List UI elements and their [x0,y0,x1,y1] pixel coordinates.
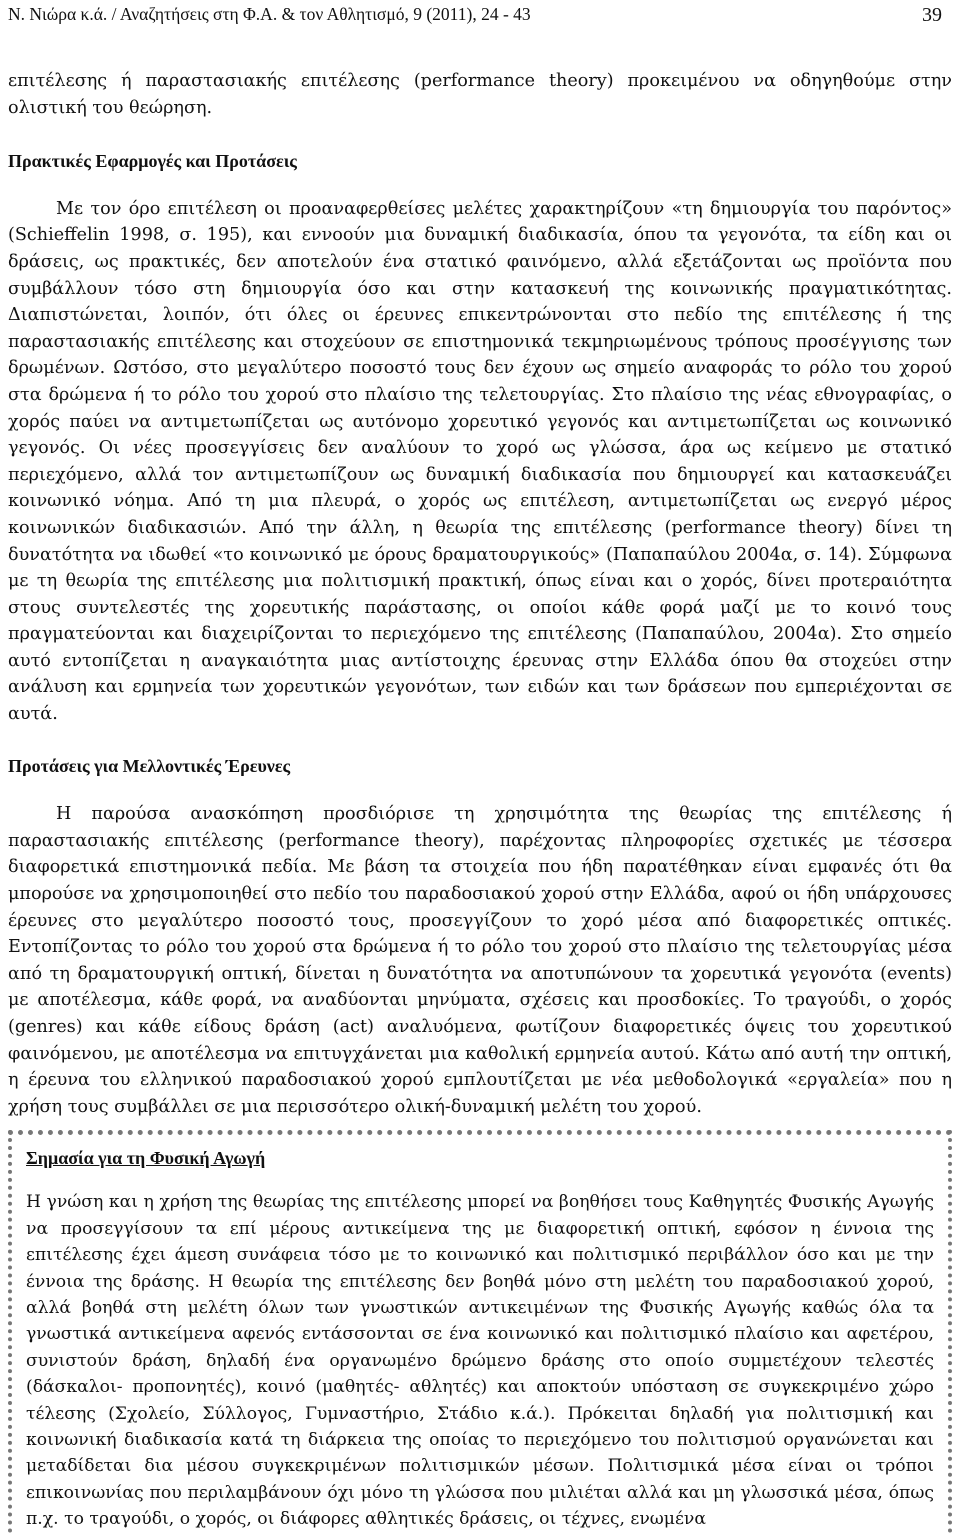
future-research-paragraph: Η παρούσα ανασκόπηση προσδιόρισε τη χρησιμότητα της θεωρίας της επιτέλεσης ή παραστασιακής επιτέλεσης (performance theory), παρέχοντας πληροφορίες σχετικές με τέσσερα διαφορετικά επιστημονικά πεδία. Με βάση τα στοιχεία που ήδη παρατέθηκαν είναι εμφανές ότι θα μπορούσε να χρησιμοποιηθεί στο πεδίο του παραδοσιακού χορού στην Ελλάδα, αφού οι ήδη υπάρχουσες έρευνες στο μεγαλύτερο ποσοστό τους, προσεγγίζουν το χορό μέσα από διαφορετικές οπτικές. Εντοπίζοντας το ρόλο του χορού στα δρώμενα ή το ρόλο του χορού στο πλαίσιο της τελετουργίας μέσα από τη δραματουργική οπτική, δίνεται η δυνατότητα να αποτυπώνουν τα χορευτικά γεγονότα (events) με αποτέλεσμα, κάθε φορά, να αναδύονται μηνύματα, σχέσεις και προσδοκίες. Το τραγούδι, ο χορός (genres) και κάθε είδους δράση (act) αναλυόμενα, φωτίζουν διαφορετικές όψεις του χορευτικού φαινόμενου, με αποτέλεσμα να επιτυγχάνεται μια καθολική ερμηνεία αυτού. Κάτω από αυτή την οπτική, η έρευνα του ελληνικού παραδοσιακού χορού εμπλουτίζεται με νέα μεθοδολογικά «εργαλεία» που η χρήση τους συμβάλλει σε μια περισσότερο ολική-δυναμική μελέτη του χορού. [8,804,952,1117]
physical-education-paragraph: Η γνώση και η χρήση της θεωρίας της επιτέλεσης μπορεί να βοηθήσει τους Καθηγητές Φυσικής Αγωγής να προσεγγίσουν τα επί μέρους αντικείμενα της με διαφορετική οπτική, εφόσον η έννοια της επιτέλεσης έχει άμεση συνάφεια τόσο με το κοινωνικό και πολιτισμικό περιβάλλον όσο και με την έννοια της δράσης. Η θεωρία της επιτέλεσης δεν βοηθά μόνο στη μελέτη του παραδοσιακού χορού, αλλά βοηθά στη μελέτη όλων των γνωστικών αντικειμένων της Φυσικής Αγωγής καθώς όλα τα γνωστικά αντικείμενα αφενός εντάσσονται σε ένα κοινωνικό και πολιτισμικό πλαίσιο και αφετέρου, συνιστούν δράση, δηλαδή ένα οργανωμένο δρώμενο δράσης στο οποίο συμμετέχουν τελεστές (δάσκαλοι- προπονητές), κοινό (μαθητές- αθλητές) και αποκτούν υπόσταση σε συγκεκριμένο χώρο τέλεσης (Σχολείο, Σύλλογος, Γυμναστήριο, Στάδιο κ.ά.). Πρόκειται δηλαδή για πολιτισμική και κοινωνική διαδικασία κατά τη διάρκεια της οποίας το περιεχόμενο του πολιτισμού οργανώνεται και μεταδίδεται δια μέσου συγκεκριμένων πολιτισμικών μέσων. Πολιτισμικά μέσα είναι οι τρόποι επικοινωνίας που περιλαμβάνουν όχι μόνο τη γλώσσα που μιλιέται αλλά και μη γλωσσικά μέσα, όπως π.χ. το τραγούδι, ο χορός, οι διάφορες αθλητικές δράσεις, οι τέχνες, ενωμένα [26,1192,934,1530]
physical-education-box [8,1130,952,1533]
physical-education-heading: Σημασία για τη Φυσική Αγωγή [26,1148,266,1168]
running-title: Ν. Νιώρα κ.ά. / Αναζητήσεις στη Φ.Α. & τον Αθλητισμό, 9 (2011), 24 - 43 [8,4,531,24]
intro-paragraph: επιτέλεσης ή παραστασιακής επιτέλεσης (performance theory) προκειμένου να οδηγηθούμε στην ολιστική του θεώρηση. [8,71,952,118]
practical-paragraph: Με τον όρο επιτέλεση οι προαναφερθείσες μελέτες χαρακτηρίζουν «τη δημιουργία του παρόντος» (Schieffelin 1998, σ. 195), και εννοούν μια δυναμική διαδικασία, όπου τα γεγονότα, τα είδη και οι δράσεις, ως πρακτικές, δεν αποτελούν ένα στατικό φαινόμενο, αλλά εξετάζονται ως προϊόντα που συμβάλλουν τόσο στη δημιουργία όσο και στην κατασκευή της κοινωνικής πραγματικότητας. Διαπιστώνεται, λοιπόν, ότι όλες οι έρευνες επικεντρώνονται στο πεδίο της επιτέλεσης ή της παραστασιακής επιτέλεσης και στοχεύουν σε επιστημονικά τεκμηριωμένους τρόπους προσέγγισης των δρωμένων. Ωστόσο, στο μεγαλύτερο ποσοστό τους δεν έχουν ως σημείο αναφοράς το ρόλο του χορού στα δρώμενα ή το ρόλο του χορού στο πλαίσιο της τελετουργίας. Στο πλαίσιο της νέας εθνογραφίας, ο χορός παύει να αντιμετωπίζεται ως αυτόνομο χορευτικό γεγονός και αντιμετωπίζεται ως κοινωνικό γεγονός. Οι νέες προσεγγίσεις δεν αναλύουν το χορό ως γλώσσα, άρα ως κείμενο με στατικό περιεχόμενο, αλλά τον αντιμετωπίζουν ως δυναμική διαδικασία που δημιουργεί και κατασκευάζει κοινωνικό νόημα. Από τη μια πλευρά, ο χορός ως επιτέλεση, αντιμετωπίζεται ως ενεργό μέρος κοινωνικών διαδικασιών. Από την άλλη, η θεωρία της επιτέλεσης (performance theory) δίνει τη δυνατότητα να ιδωθεί «το κοινωνικό με όρους δραματουργικούς» (Παπαπαύλου 2004α, σ. 14). Σύμφωνα με τη θεωρία της επιτέλεσης μια πολιτισμική πρακτική, όπως είναι και ο χορός, δίνει προτεραιότητα στους συντελεστές της χορευτικής παράστασης, οι οποίοι κάθε φορά μαζί με το κοινό τους πραγματεύονται και διαχειρίζονται το περιεχόμενο της επιτέλεσης (Παπαπαύλου, 2004α). Στο σημείο αυτό εντοπίζεται η αναγκαιότητα μιας αντίστοιχης έρευνας στην Ελλάδα όπου θα στοχεύει στην ανάλυση και ερμηνεία των χορευτικών γεγονότων, των ειδών και των δράσεων που εμπεριέχονται σε αυτά. [8,198,952,725]
future-research-heading: Προτάσεις για Μελλοντικές Έρευνες [8,755,291,776]
practical-heading: Πρακτικές Εφαρμογές και Προτάσεις [8,151,297,172]
page-header [8,4,942,28]
article-body [8,68,952,1120]
page-number: 39 [922,4,942,26]
